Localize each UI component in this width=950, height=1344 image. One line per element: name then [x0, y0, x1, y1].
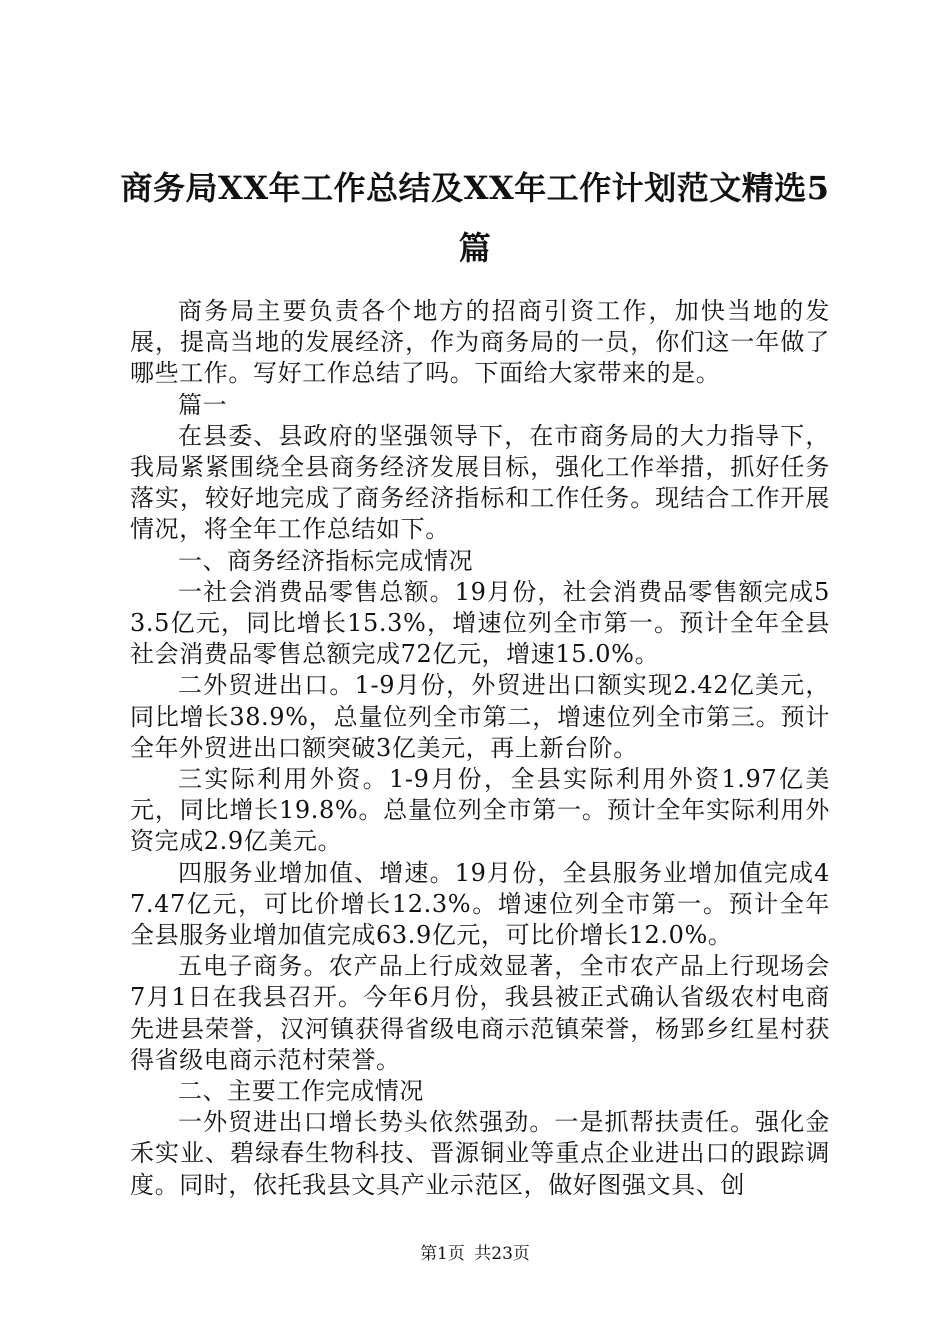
body-paragraph: 三实际利用外资。1-9月份，全县实际利用外资1.97亿美元，同比增长19.8%。总量位列全市第一。预计全年实际利用外资完成2.9亿美元。 [130, 765, 830, 856]
body-paragraph: 四服务业增加值、增速。19月份，全县服务业增加值完成47.47亿元，可比价增长12.3%。增速位列全市第一。预计全年全县服务业增加值完成63.9亿元，可比价增长12.0%。 [130, 858, 830, 950]
body-paragraph: 二外贸进出口。1-9月份，外贸进出口额实现2.42亿美元，同比增长38.9%，总量位列全市第二，增速位列全市第三。预计全年外贸进出口额突破3亿美元，再上新台阶。 [130, 671, 830, 762]
body-paragraph: 一社会消费品零售总额。19月份，社会消费品零售额完成53.5亿元，同比增长15.3%，增速位列全市第一。预计全年全县社会消费品零售总额完成72亿元，增速15.0%。 [130, 577, 830, 669]
document-body [130, 296, 830, 1201]
page-number: 第1页 [420, 1244, 465, 1264]
section-label: 篇一 [178, 390, 228, 419]
section-heading: 二、主要工作完成情况 [178, 1077, 424, 1106]
section-heading: 一、商务经济指标完成情况 [178, 546, 474, 575]
body-paragraph: 一外贸进出口增长势头依然强劲。一是抓帮扶责任。强化金禾实业、碧绿春生物科技、晋源铜业等重点企业进出口的跟踪调度。同时，依托我县文具产业示范区，做好图强文具、创 [130, 1108, 830, 1199]
page-total: 共23页 [474, 1244, 530, 1264]
body-paragraph: 五电子商务。农产品上行成效显著，全市农产品上行现场会7月1日在我县召开。今年6月份，我县被正式确认省级农村电商先进县荣誉，汉河镇获得省级电商示范镇荣誉，杨郢乡红星村获得省级电商示范村荣誉。 [130, 952, 830, 1074]
body-paragraph: 在县委、县政府的坚强领导下，在市商务局的大力指导下，我局紧紧围绕全县商务经济发展目标，强化工作举措，抓好任务落实，较好地完成了商务经济指标和工作任务。现结合工作开展情况，将全年工作总结如下。 [130, 421, 830, 544]
intro-paragraph: 商务局主要负责各个地方的招商引资工作，加快当地的发展，提高当地的发展经济，作为商务局的一员，你们这一年做了哪些工作。写好工作总结了吗。下面给大家带来的是。 [130, 297, 830, 388]
page-footer [0, 1243, 950, 1265]
document-title: 商务局XX年工作总结及XX年工作计划范文精选5篇 [120, 169, 830, 267]
